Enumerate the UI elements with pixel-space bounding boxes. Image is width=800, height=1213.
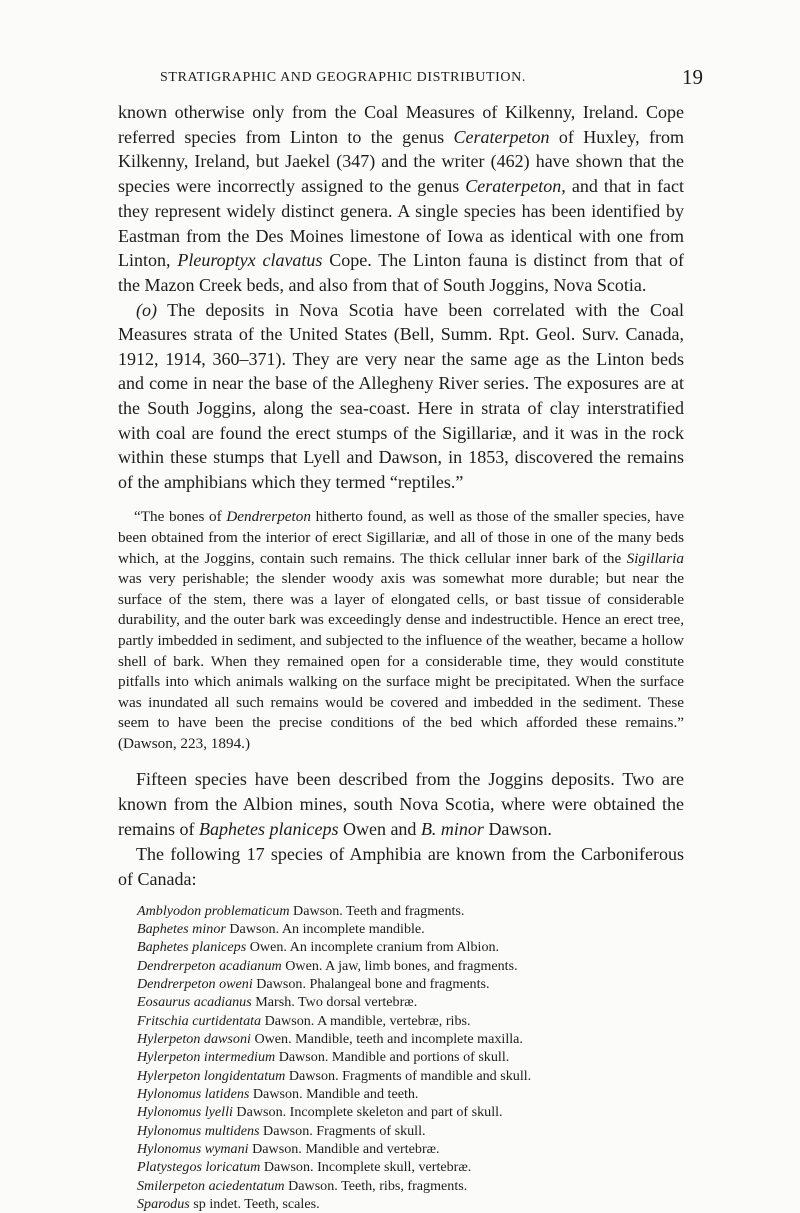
species-item: Hylerpeton longidentatum Dawson. Fragments of mandible and skull. <box>137 1067 684 1085</box>
page-number: 19 <box>682 65 703 90</box>
species-item: Dendrerpeton oweni Dawson. Phalangeal bone and fragments. <box>137 975 684 993</box>
species-item: Amblyodon problematicum Dawson. Teeth and fragments. <box>137 902 684 920</box>
species-item: Eosaurus acadianus Marsh. Two dorsal vertebræ. <box>137 993 684 1011</box>
species-item: Platystegos loricatum Dawson. Incomplete skull, vertebræ. <box>137 1158 684 1176</box>
dawson-quotation: “The bones of Dendrerpeton hitherto found, as well as those of the smaller species, have been obtained from the interior of erect Sigillariæ, and all of those in one of the many beds which, at the Joggins, contain such remains. The thick cellular inner bark of the Sigillaria was very perishable; the slender woody axis was somewhat more durable; but near the surface of the stem, there was a layer of elongated cells, or bast tissue of considerable durability, and the outer bark was exceedingly dense and indestructible. Hence an erect tree, partly imbedded in sediment, and subjected to the influence of the weather, became a hollow shell of bark. When they remained open for a considerable time, they would constitute pitfalls into which animals walking on the surface might be precipitated. When the surface was inundated all such remains would be covered and imbedded in the sediment. These seem to have been the precise conditions of the bed which afforded these remains.” (Dawson, 223, 1894.) <box>118 507 684 754</box>
paragraph-joggins-species: Fifteen species have been described from the Joggins deposits. Two are known from the Albion mines, south Nova Scotia, where were obtained the remains of Baphetes planiceps Owen and B. minor Dawson. <box>118 767 684 842</box>
species-item: Hylonomus latidens Dawson. Mandible and teeth. <box>137 1085 684 1103</box>
paragraph-list-intro: The following 17 species of Amphibia are known from the Carboniferous of Canada: <box>118 842 684 892</box>
species-item: Hylonomus wymani Dawson. Mandible and vertebræ. <box>137 1140 684 1158</box>
species-item: Smilerpeton aciedentatum Dawson. Teeth, ribs, fragments. <box>137 1177 684 1195</box>
running-title: STRATIGRAPHIC AND GEOGRAPHIC DISTRIBUTION. <box>118 70 568 86</box>
species-item: Dendrerpeton acadianum Owen. A jaw, limb bones, and fragments. <box>137 957 684 975</box>
body-text <box>118 100 684 1213</box>
species-list <box>118 902 684 1213</box>
paragraph-nova-scotia: (o) The deposits in Nova Scotia have been correlated with the Coal Measures strata of the United States (Bell, Summ. Rpt. Geol. Surv. Canada, 1912, 1914, 360–371). They are very near the same age as the Linton beds and come in near the base of the Allegheny River series. The exposures are at the South Joggins, along the sea-coast. Here in strata of clay interstratified with coal are found the erect stumps of the Sigillariæ, and it was in the rock within these stumps that Lyell and Dawson, in 1853, discovered the remains of the amphibians which they termed “reptiles.” <box>118 298 684 495</box>
species-item: Baphetes planiceps Owen. An incomplete cranium from Albion. <box>137 938 684 956</box>
species-item: Hylonomus lyelli Dawson. Incomplete skeleton and part of skull. <box>137 1103 684 1121</box>
paragraph-linton: known otherwise only from the Coal Measures of Kilkenny, Ireland. Cope referred species from Linton to the genus Ceraterpeton of Huxley, from Kilkenny, Ireland, but Jaekel (347) and the writer (462) have shown that the species were incorrectly assigned to the genus Ceraterpeton, and that in fact they represent widely distinct genera. A single species has been identified by Eastman from the Des Moines limestone of Iowa as identical with one from Linton, Pleuroptyx clavatus Cope. The Linton fauna is distinct from that of the Mazon Creek beds, and also from that of South Joggins, Nova Scotia. <box>118 100 684 298</box>
species-item: Hylonomus multidens Dawson. Fragments of skull. <box>137 1122 684 1140</box>
species-item: Hylerpeton intermedium Dawson. Mandible and portions of skull. <box>137 1048 684 1066</box>
species-item: Baphetes minor Dawson. An incomplete mandible. <box>137 920 684 938</box>
species-item: Fritschia curtidentata Dawson. A mandible, vertebræ, ribs. <box>137 1012 684 1030</box>
species-item: Hylerpeton dawsoni Owen. Mandible, teeth and incomplete maxilla. <box>137 1030 684 1048</box>
species-item: Sparodus sp indet. Teeth, scales. <box>137 1195 684 1213</box>
